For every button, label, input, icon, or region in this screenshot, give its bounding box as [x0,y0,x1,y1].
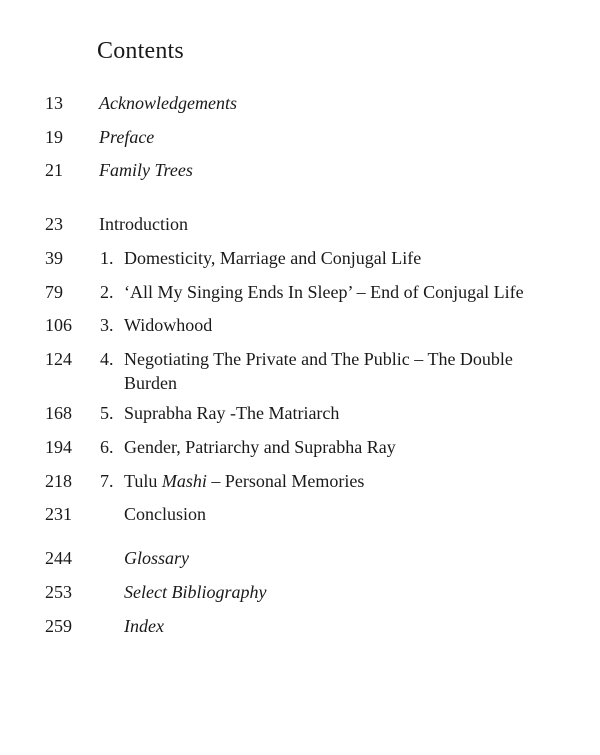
toc-page-number: 39 [45,248,63,268]
toc-chapter-number: 3. [100,315,114,335]
toc-page-number: 218 [45,471,72,491]
toc-entry-title [124,435,396,459]
toc-page-number: 21 [45,160,63,180]
toc-entry-title-part: Conclusion [124,504,207,524]
toc-entry-title [124,580,266,604]
toc-chapter-number: 5. [100,403,114,423]
toc-chapter-number: 1. [100,248,114,268]
toc-chapter-number: 7. [100,471,114,491]
toc-entry-title-part: – Personal Memories [206,471,365,491]
toc-page-number: 79 [45,282,63,302]
toc-entry-title [99,212,188,236]
toc-page-number: 244 [45,548,72,568]
toc-page-number: 13 [45,93,63,113]
toc-entry-title [124,347,564,395]
page-title: Contents [97,38,184,64]
toc-entry-title-part: Glossary [124,548,190,568]
toc-chapter-number: 6. [100,437,114,457]
toc-chapter-number: 2. [100,282,114,302]
toc-entry-title-part: Introduction [99,214,188,234]
toc-entry-title-part: Domesticity, Marriage and Conjugal Life [124,248,422,268]
toc-entry-title-part: Suprabha Ray -The Matriarch [124,403,340,423]
toc-entry-title-part: Tulu [124,471,162,491]
toc-entry-title [99,125,154,149]
toc-entry-title-part: Mashi [161,471,207,491]
toc-page-number: 19 [45,127,63,147]
toc-entry-title [124,614,164,638]
toc-entry-title [124,502,206,526]
toc-entry-title-part: Negotiating The Private and The Public – The Double Burden [124,349,513,393]
toc-entry-title [124,469,364,493]
toc-entry-title-part: Index [124,616,164,636]
toc-page-number: 168 [45,403,72,423]
toc-page-number: 253 [45,582,72,602]
toc-entry-title-part: Acknowledgements [99,93,237,113]
toc-entry-title-part: Family Trees [99,160,193,180]
toc-entry-title [99,158,193,182]
toc-entry-title [124,401,339,425]
toc-chapter-number: 4. [100,349,114,369]
toc-entry-title [124,313,212,337]
toc-page-number: 259 [45,616,72,636]
toc-entry-title-part: Gender, Patriarchy and Suprabha Ray [124,437,396,457]
toc-entry-title [124,280,524,304]
toc-entry-title [124,246,421,270]
toc-entry-title-part: ‘All My Singing Ends In Sleep’ – End of Conjugal Life [124,282,524,302]
toc-page-number: 194 [45,437,72,457]
toc-page-number: 23 [45,214,63,234]
toc-entry-title-part: Preface [99,127,155,147]
toc-page-number: 106 [45,315,72,335]
toc-page-number: 124 [45,349,72,369]
toc-page-number: 231 [45,504,72,524]
toc-entry-title-part: Select Bibliography [124,582,267,602]
toc-entry-title-part: Widowhood [124,315,213,335]
toc-entry-title [124,546,189,570]
toc-entry-title [99,91,237,115]
